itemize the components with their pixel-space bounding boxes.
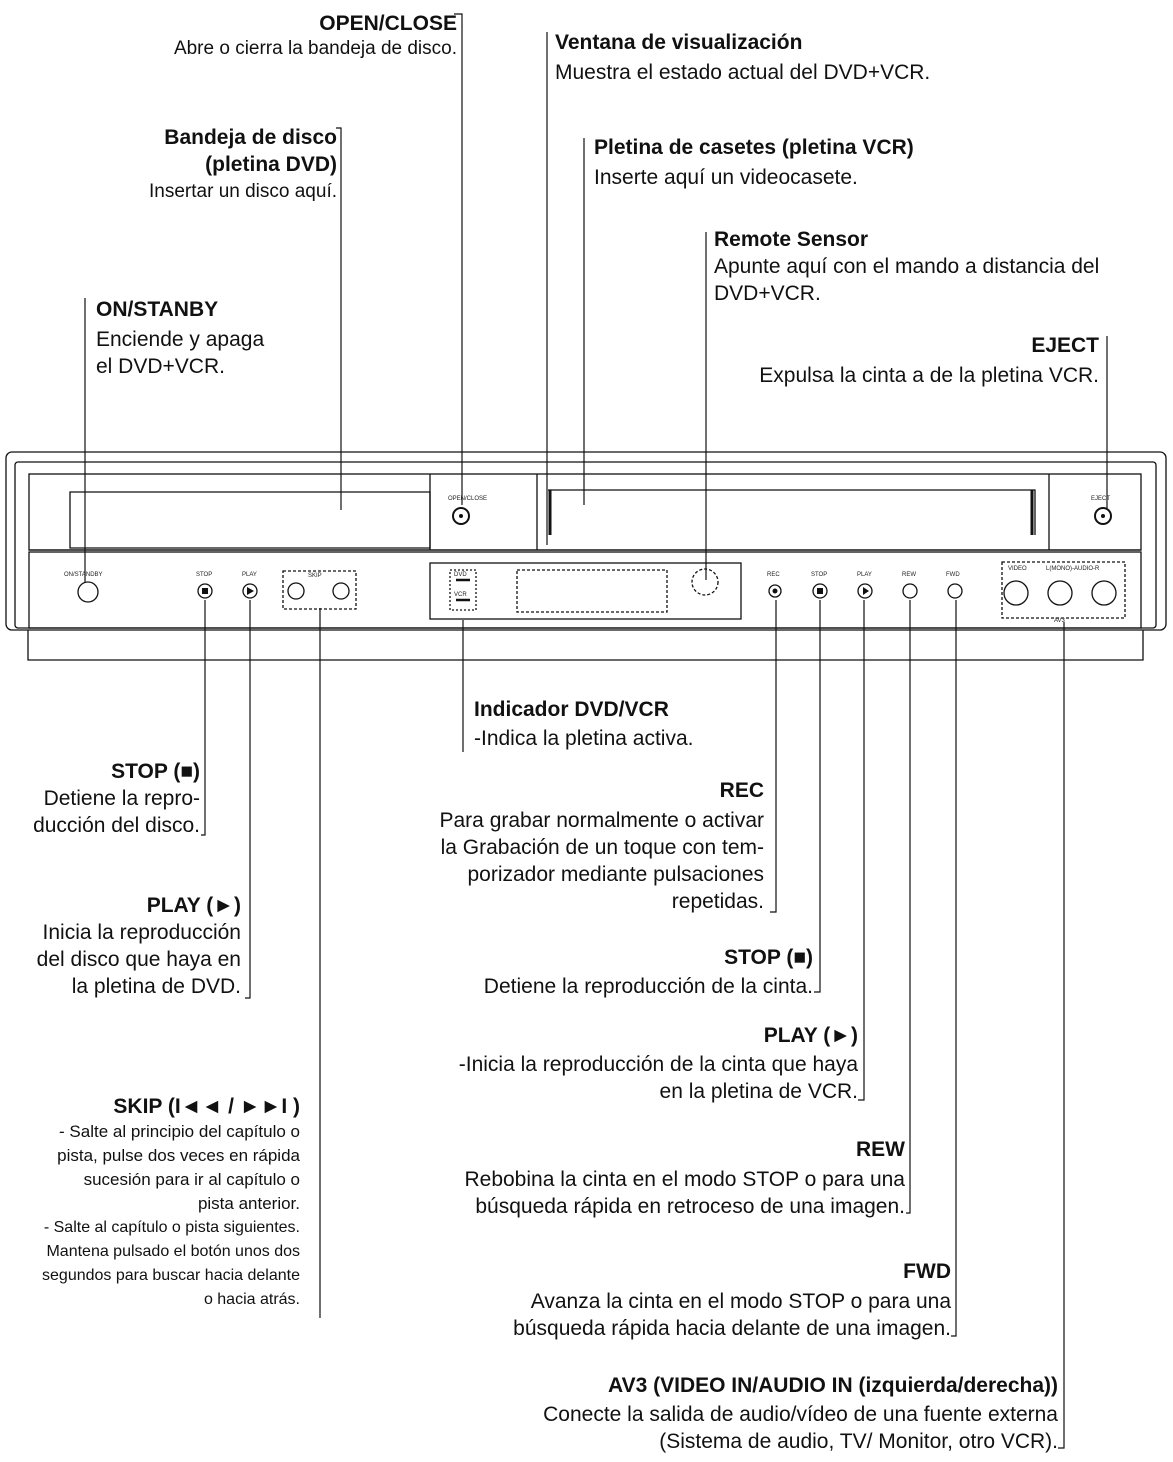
audio-right-jack[interactable]: [1092, 581, 1116, 605]
av3-desc-2: (Sistema de audio, TV/ Monitor, otro VCR).: [659, 1430, 1058, 1453]
rew-title: REW: [856, 1138, 905, 1161]
disc-tray-desc: Insertar un disco aquí.: [149, 181, 337, 202]
panel-play-vcr-label: PLAY: [857, 572, 872, 578]
cassette-deck-title: Pletina de casetes (pletina VCR): [594, 136, 914, 159]
leader-lines: [85, 14, 1107, 1448]
disc-tray-title-2: (pletina DVD): [205, 153, 337, 176]
skip-desc-8: o hacia atrás.: [203, 1291, 300, 1308]
skip-desc-4: pista anterior.: [197, 1194, 300, 1213]
rew-desc-1: Rebobina la cinta en el modo STOP o para una: [464, 1168, 905, 1191]
skip-forward-button[interactable]: [333, 583, 349, 599]
play-vcr-title: PLAY (►): [763, 1024, 858, 1047]
panel-video-label: VIDEO: [1008, 566, 1027, 572]
remote-sensor: [692, 569, 718, 595]
panel-on-standby-label: ON/STANDBY: [64, 572, 103, 578]
fwd-desc-1: Avanza la cinta en el modo STOP o para una: [530, 1290, 951, 1313]
open-close-title: OPEN/CLOSE: [319, 12, 457, 35]
rec-desc-4: repetidas.: [671, 890, 764, 913]
panel-fwd-label: FWD: [946, 572, 960, 578]
fwd-desc-2: búsqueda rápida hacia delante de una imagen.: [513, 1317, 951, 1340]
skip-back-button[interactable]: [288, 583, 304, 599]
skip-desc-6: Mantena pulsado el botón unos dos: [46, 1243, 300, 1260]
upper-bezel: [29, 474, 1141, 550]
dvd-vcr-indicator-desc: -Indica la pletina activa.: [474, 727, 694, 750]
panel-rew-label: REW: [902, 572, 916, 578]
panel-eject-label: EJECT: [1091, 496, 1111, 502]
av3-title: AV3 (VIDEO IN/AUDIO IN (izquierda/derecha)): [607, 1374, 1058, 1397]
cassette-deck-desc: Inserte aquí un videocasete.: [594, 166, 858, 189]
stop-vcr-desc: Detiene la reproducción de la cinta.: [483, 975, 813, 998]
chassis-base: [28, 630, 1143, 660]
fwd-button[interactable]: [948, 584, 962, 598]
panel-open-close-label: OPEN/CLOSE: [448, 496, 488, 502]
skip-desc-2: pista, pulse dos veces en rápida: [57, 1146, 300, 1165]
fwd-title: FWD: [903, 1260, 951, 1283]
eject-desc: Expulsa la cinta a de la pletina VCR.: [759, 364, 1099, 387]
open-close-desc: Abre o cierra la bandeja de disco.: [173, 38, 457, 59]
stop-dvd-desc-1: Detiene la repro-: [43, 787, 200, 810]
stop-dvd-desc-2: ducción del disco.: [33, 814, 200, 837]
chassis-inner: [15, 462, 1156, 628]
on-standby-button[interactable]: [78, 582, 98, 602]
panel-stop-vcr-label: STOP: [811, 572, 828, 578]
skip-desc-3: sucesión para ir al capítulo o: [83, 1170, 300, 1189]
dvd-vcr-indicator-title: Indicador DVD/VCR: [474, 698, 669, 721]
play-dvd-desc-2: del disco que haya en: [36, 948, 241, 971]
eject-title: EJECT: [1031, 334, 1099, 357]
panel-vcr-label: VCR: [454, 592, 467, 598]
on-standby-title: ON/STANBY: [96, 298, 219, 321]
rec-desc-3: porizador mediante pulsaciones: [467, 863, 764, 886]
display-window: [430, 563, 741, 619]
panel-audio-label: L(MONO)-AUDIO-R: [1046, 566, 1100, 572]
disc-tray: [70, 492, 430, 548]
remote-sensor-desc-2: DVD+VCR.: [714, 282, 821, 305]
panel-stop-label: STOP: [196, 572, 213, 578]
rec-desc-2: la Grabación de un toque con tem-: [440, 836, 764, 859]
display-window-desc: Muestra el estado actual del DVD+VCR.: [555, 61, 931, 84]
play-dvd-desc-1: Inicia la reproducción: [42, 921, 241, 944]
panel-av3-label: AV3: [1054, 618, 1065, 624]
video-in-jack[interactable]: [1004, 581, 1028, 605]
display-screen: [517, 570, 667, 612]
play-dvd-desc-3: la pletina de DVD.: [71, 975, 241, 998]
rew-button[interactable]: [903, 584, 917, 598]
rew-desc-2: búsqueda rápida en retroceso de una imagen.: [475, 1195, 905, 1218]
skip-desc-7: segundos para buscar hacia delante: [42, 1267, 300, 1284]
audio-left-jack[interactable]: [1048, 581, 1072, 605]
on-standby-desc-2: el DVD+VCR.: [96, 355, 225, 378]
remote-sensor-desc-1: Apunte aquí con el mando a distancia del: [714, 255, 1100, 278]
remote-sensor-title: Remote Sensor: [714, 228, 869, 251]
cassette-slot: [548, 490, 1035, 535]
stop-vcr-title: STOP (■): [724, 946, 813, 969]
skip-desc-5: - Salte al capítulo o pista siguientes.: [43, 1219, 300, 1236]
rec-desc-1: Para grabar normalmente o activar: [439, 809, 764, 832]
play-vcr-desc-2: en la pletina de VCR.: [659, 1080, 858, 1103]
skip-desc-1: - Salte al principio del capítulo o: [59, 1122, 300, 1141]
skip-title: SKIP (I◄◄ / ►►I ): [113, 1095, 300, 1118]
panel-play-label: PLAY: [242, 572, 257, 578]
panel-skip-label: SKIP: [308, 573, 322, 579]
panel-dvd-label: DVD: [454, 572, 467, 578]
stop-dvd-title: STOP (■): [111, 760, 200, 783]
chassis-outline: [6, 452, 1166, 630]
rec-title: REC: [719, 779, 764, 802]
av3-desc-1: Conecte la salida de audio/vídeo de una fuente externa: [543, 1403, 1058, 1426]
panel-rec-label: REC: [767, 572, 780, 578]
play-dvd-title: PLAY (►): [146, 894, 241, 917]
display-window-title: Ventana de visualización: [555, 31, 803, 54]
disc-tray-title-1: Bandeja de disco: [164, 126, 337, 149]
play-vcr-desc-1: -Inicia la reproducción de la cinta que haya: [458, 1053, 858, 1076]
on-standby-desc-1: Enciende y apaga: [96, 328, 265, 351]
